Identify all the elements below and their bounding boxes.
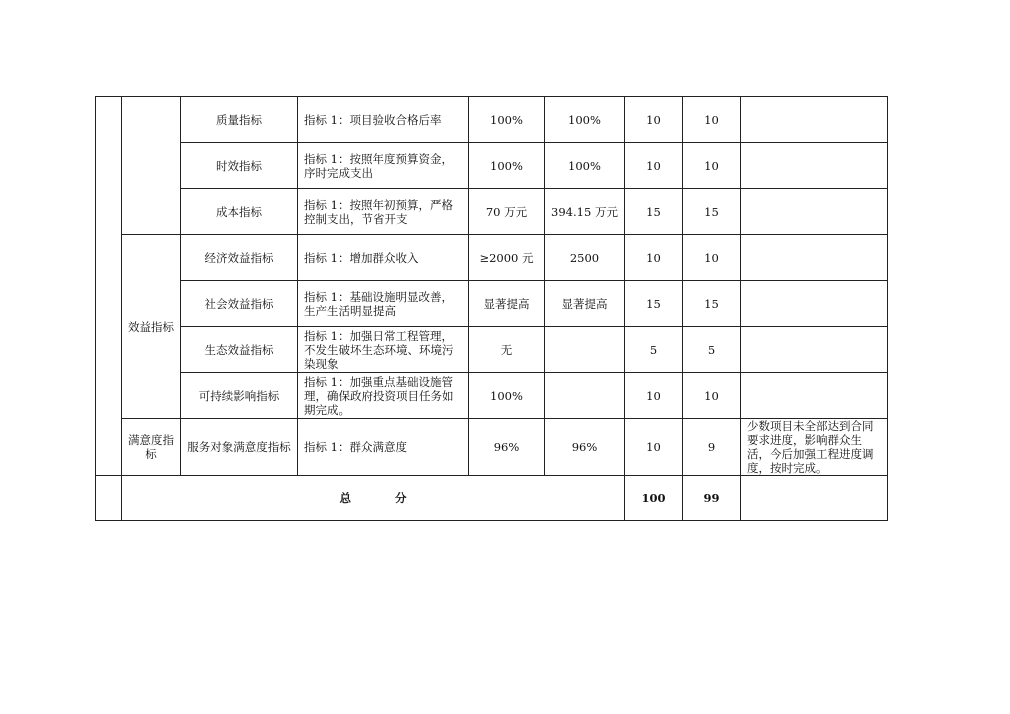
actual-value-cell: [545, 373, 625, 419]
performance-table: [95, 96, 888, 521]
tertiary-indicator-cell: 生态效益指标: [181, 327, 298, 373]
actual-value-cell: 394.15 万元: [545, 189, 625, 235]
secondary-indicator-cell: [122, 97, 181, 235]
target-value-cell: 70 万元: [469, 189, 545, 235]
total-weight-cell: 100: [625, 476, 683, 521]
indicator-cell: 指标 1：增加群众收入: [298, 235, 469, 281]
actual-value-cell: 96%: [545, 419, 625, 476]
total-row: [96, 476, 888, 521]
weight-cell: 10: [625, 419, 683, 476]
score-cell: 10: [683, 143, 741, 189]
indicator-cell: 指标 1：项目验收合格后率: [298, 97, 469, 143]
tertiary-indicator-cell: 时效指标: [181, 143, 298, 189]
target-value-cell: 100%: [469, 97, 545, 143]
note-cell: [741, 189, 888, 235]
note-cell: [741, 143, 888, 189]
tertiary-indicator-cell: 质量指标: [181, 97, 298, 143]
note-cell: [741, 373, 888, 419]
table-row: [96, 373, 888, 419]
total-label-b: 分: [395, 491, 407, 505]
actual-value-cell: 100%: [545, 97, 625, 143]
indicator-cell: 指标 1：群众满意度: [298, 419, 469, 476]
weight-cell: 10: [625, 235, 683, 281]
score-cell: 5: [683, 327, 741, 373]
score-cell: 10: [683, 97, 741, 143]
total-blank-cell: [96, 476, 122, 521]
indicator-cell: 指标 1：加强日常工程管理，不发生破坏生态环境、环境污染现象: [298, 327, 469, 373]
total-label-cell: [122, 476, 625, 521]
weight-cell: 10: [625, 143, 683, 189]
weight-cell: 15: [625, 281, 683, 327]
total-note-cell: [741, 476, 888, 521]
note-cell: 少数项目未全部达到合同要求进度，影响群众生活，今后加强工程进度调度，按时完成。: [741, 419, 888, 476]
score-cell: 15: [683, 189, 741, 235]
score-cell: 9: [683, 419, 741, 476]
weight-cell: 15: [625, 189, 683, 235]
indicator-cell: 指标 1：基础设施明显改善，生产生活明显提高: [298, 281, 469, 327]
indicator-cell: 指标 1：按照年度预算资金，序时完成支出: [298, 143, 469, 189]
table-row: [96, 189, 888, 235]
target-value-cell: 100%: [469, 143, 545, 189]
total-score-cell: 99: [683, 476, 741, 521]
tertiary-indicator-cell: 可持续影响指标: [181, 373, 298, 419]
tertiary-indicator-cell: 经济效益指标: [181, 235, 298, 281]
actual-value-cell: 2500: [545, 235, 625, 281]
score-cell: 10: [683, 373, 741, 419]
actual-value-cell: 显著提高: [545, 281, 625, 327]
table-row: [96, 419, 888, 476]
table-row: [96, 143, 888, 189]
table-row: [96, 327, 888, 373]
score-cell: 15: [683, 281, 741, 327]
target-value-cell: 100%: [469, 373, 545, 419]
tertiary-indicator-cell: 服务对象满意度指标: [181, 419, 298, 476]
indicator-cell: 指标 1：按照年初预算，严格控制支出，节省开支: [298, 189, 469, 235]
weight-cell: 5: [625, 327, 683, 373]
tertiary-indicator-cell: 社会效益指标: [181, 281, 298, 327]
note-cell: [741, 235, 888, 281]
weight-cell: 10: [625, 97, 683, 143]
table-row: [96, 281, 888, 327]
table-row: [96, 97, 888, 143]
table-row: [96, 235, 888, 281]
total-label-a: 总: [339, 491, 351, 505]
secondary-indicator-cell: 效益指标: [122, 235, 181, 419]
actual-value-cell: [545, 327, 625, 373]
actual-value-cell: 100%: [545, 143, 625, 189]
weight-cell: 10: [625, 373, 683, 419]
target-value-cell: 显著提高: [469, 281, 545, 327]
secondary-indicator-cell: 满意度指标: [122, 419, 181, 476]
note-cell: [741, 281, 888, 327]
target-value-cell: ≥2000 元: [469, 235, 545, 281]
note-cell: [741, 97, 888, 143]
indicator-cell: 指标 1：加强重点基础设施管理，确保政府投资项目任务如期完成。: [298, 373, 469, 419]
target-value-cell: 96%: [469, 419, 545, 476]
target-value-cell: 无: [469, 327, 545, 373]
score-cell: 10: [683, 235, 741, 281]
primary-indicator-cell: [96, 97, 122, 476]
tertiary-indicator-cell: 成本指标: [181, 189, 298, 235]
note-cell: [741, 327, 888, 373]
